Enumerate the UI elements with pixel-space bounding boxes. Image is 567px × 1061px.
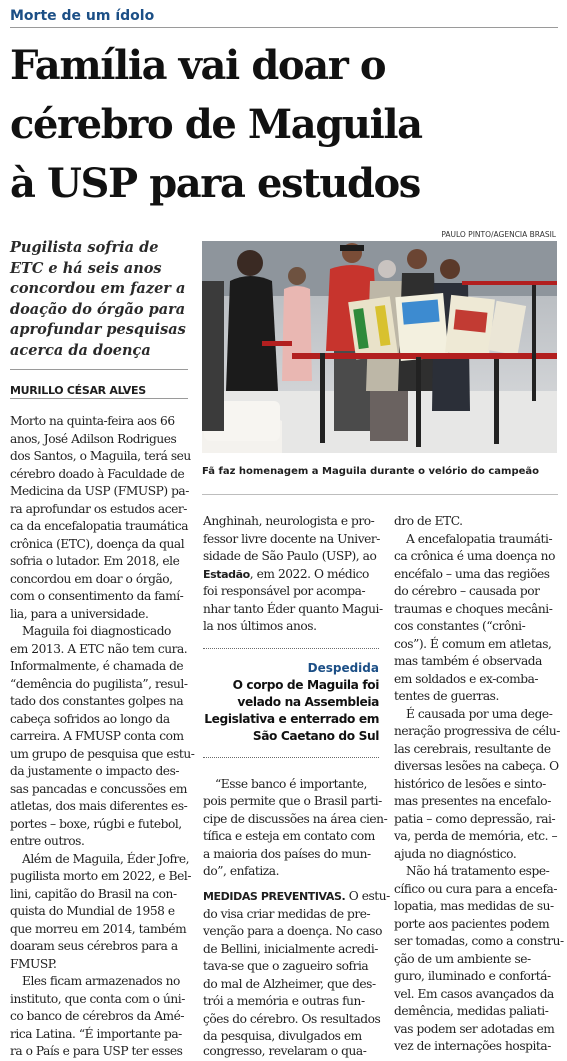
body-text-line: patia – como depressão, rai-: [394, 812, 556, 826]
body-text-line: ca da encefalopatia traumática: [10, 519, 189, 533]
body-text-line: FMUSP.: [10, 957, 57, 971]
body-text-line: cérebro doado à Faculdade de: [10, 467, 185, 481]
body-text-line: cabeça sofridos ao longo da: [10, 712, 170, 726]
sidebar-headline-line: O corpo de Maguila foi: [232, 678, 379, 692]
body-text-line: Além de Maguila, Éder Jofre,: [22, 852, 190, 866]
body-text-line: cos”). É comum em atletas,: [394, 637, 552, 651]
deck-line: aprofundar pesquisas: [10, 321, 186, 338]
sidebar-divider-bottom: [203, 757, 379, 758]
byline-divider: [10, 398, 188, 399]
body-text-line: que morreu em 2014, também: [10, 922, 187, 936]
body-text-line: portes – boxe, rúgbi e futebol,: [10, 817, 182, 831]
body-text-line: diversas lesões na cabeça. O: [394, 759, 559, 773]
body-text-line: tentes de guerras.: [394, 689, 499, 703]
body-text-line: va, perda de memória, etc. –: [394, 829, 558, 843]
body-text-line: dos Santos, o Maguila, terá seu: [10, 449, 191, 463]
photo-caption: Fã faz homenagem a Maguila durante o velório do campeão: [202, 466, 540, 477]
body-text-line: doaram seus cérebros para a: [10, 939, 178, 953]
body-text-line: [203, 888, 390, 906]
body-text-line: traumas e choques mecâni-: [394, 602, 553, 616]
body-text-line: pugilista morto em 2022, e Bel-: [10, 869, 191, 883]
body-text-line: sofria o lutador. Em 2018, ele: [10, 554, 180, 568]
body-text-line: mas presentes na encefalo-: [394, 794, 551, 808]
headline-line: Família vai doar o: [10, 42, 386, 89]
body-text-line: vas podem ser adotadas em: [394, 1022, 555, 1036]
sidebar-headline-line: São Caetano do Sul: [252, 729, 379, 743]
byline-divider-top: [10, 369, 188, 370]
body-text-line: histórico de lesões e sinto-: [394, 777, 546, 791]
headline-line: à USP para estudos: [10, 160, 420, 207]
body-text-line: em soldados e ex-comba-: [394, 672, 539, 686]
body-text-line: É causada por uma dege-: [406, 707, 553, 721]
body-text-line: pois permite que o Brasil parti-: [203, 794, 382, 808]
body-text-line: ajuda no diagnóstico.: [394, 847, 517, 861]
body-text-line: Maguila foi diagnosticado: [22, 624, 171, 638]
body-text-line: tado dos constantes golpes na: [10, 694, 184, 708]
body-text-line: ra aprofundar os estudos acer-: [10, 502, 187, 516]
body-text-line: A encefalopatia traumáti-: [406, 532, 553, 546]
sidebar-label: Despedida: [307, 661, 379, 675]
body-text-line: demência, medidas paliati-: [394, 1004, 549, 1018]
body-text-line: entre outros.: [10, 834, 85, 848]
body-text-line: lopatia, mas medidas de su-: [394, 899, 554, 913]
body-text-line: Não há tratamento espe-: [406, 864, 550, 878]
body-text-line: [203, 566, 369, 584]
deck-line: doação do órgão para: [10, 300, 186, 318]
body-text-line: com o consentimento da famí-: [10, 589, 184, 603]
body-text-fragment: , em 2022. O médico: [249, 567, 369, 581]
body-text-line: a maioria dos países do mun-: [203, 847, 371, 861]
body-text-line: instituto, que conta com o úni-: [10, 992, 185, 1006]
deck-line: acerca da doença: [10, 341, 151, 359]
body-text-line: atletas, dos mais diferentes es-: [10, 799, 188, 813]
body-text-line: foi responsável por acompa-: [203, 584, 366, 598]
body-text-line: anos, José Adilson Rodrigues: [10, 432, 177, 446]
body-text-line: co banco de cérebros da Amé-: [10, 1009, 185, 1023]
body-text-line: nhar tanto Éder quanto Magui-: [203, 602, 383, 616]
deck-line: ETC e há seis anos: [10, 259, 162, 277]
photo-credit: PAULO PINTO/AGENCIA BRASIL: [441, 230, 556, 239]
body-text-line: concordou em doar o órgão,: [10, 572, 173, 586]
body-text-line: guro, iluminado e confortá-: [394, 969, 551, 983]
body-text-line: do”, enfatiza.: [203, 864, 280, 878]
body-text-line: congresso, revelaram o qua-: [203, 1044, 367, 1058]
body-text-line: trói a memória e outras fun-: [203, 994, 365, 1008]
deck-line: Pugilista sofria de: [10, 239, 159, 256]
body-text-line: um grupo de pesquisa que estu-: [10, 747, 195, 761]
body-text-line: cipe de discussões na área cien-: [203, 812, 388, 826]
body-text-line: dro de ETC.: [394, 514, 463, 528]
body-text-line: sidade de São Paulo (USP), ao: [203, 549, 377, 563]
caption-divider: [202, 494, 558, 495]
body-text-line: vel. Em casos avançados da: [394, 987, 554, 1001]
body-text-line: ra o País e para USP ter esses: [10, 1044, 183, 1058]
photo-illustration: [202, 241, 557, 453]
body-text-line: venção para a doença. No caso: [203, 924, 382, 938]
body-text-line: carreira. A FMUSP conta com: [10, 729, 184, 743]
byline: MURILLO CÉSAR ALVES: [10, 384, 146, 397]
news-photo: [202, 241, 557, 453]
body-text-line: las cerebrais, resultante de: [394, 742, 551, 756]
body-text-line: Informalmente, é chamada de: [10, 659, 184, 673]
body-text-line: “Esse banco é importante,: [215, 777, 367, 791]
body-text-line: neração progressiva de célu-: [394, 724, 560, 738]
newspaper-name: Estadão: [203, 568, 250, 581]
body-text-line: mas também é observada: [394, 654, 542, 668]
subhead-inline: MEDIDAS PREVENTIVAS.: [203, 890, 346, 903]
body-text-line: crônica (ETC), doença da qual: [10, 537, 185, 551]
body-text-line: ca crônica é uma doença no: [394, 549, 555, 563]
body-text-line: fessor livre docente na Univer-: [203, 532, 380, 546]
body-text-line: sas pancadas e concussões em: [10, 782, 187, 796]
body-text-line: do mal de Alzheimer, que des-: [203, 977, 376, 991]
section-kicker: Morte de um ídolo: [10, 8, 155, 24]
body-text-line: da justamente o impacto des-: [10, 764, 180, 778]
body-text-line: quista do Mundial de 1958 e: [10, 904, 175, 918]
deck-line: concordou em fazer a: [10, 280, 186, 297]
body-text-line: em 2013. A ETC não tem cura.: [10, 642, 188, 656]
headline: [10, 36, 560, 213]
body-text-line: la nos últimos anos.: [203, 619, 317, 633]
body-text-line: cífico ou cura para a encefa-: [394, 882, 557, 896]
body-text-line: Eles ficam armazenados no: [22, 974, 180, 988]
article-deck: [10, 238, 188, 361]
body-text-line: encéfalo – uma das regiões: [394, 567, 550, 581]
body-text-line: Anghinah, neurologista e pro-: [203, 514, 375, 528]
body-text-line: cos constantes (“crôni-: [394, 619, 526, 633]
body-text-line: lini, capitão do Brasil na con-: [10, 887, 177, 901]
sidebar-divider-top: [203, 648, 379, 649]
body-text-line: de Bellini, inicialmente acredi-: [203, 942, 378, 956]
body-text-line: da pesquisa, divulgados em: [203, 1029, 362, 1043]
sidebar-headline-line: Legislativa e enterrado em: [204, 712, 379, 726]
body-text-line: do visa criar medidas de pre-: [203, 907, 371, 921]
sidebar-headline-line: velado na Assembleia: [237, 695, 379, 709]
kicker-divider: [10, 27, 558, 28]
body-text-line: “demência do pugilista”, resul-: [10, 677, 188, 691]
body-text-line: ser tomadas, como a constru-: [394, 934, 564, 948]
body-text-line: do cérebro – causada por: [394, 584, 540, 598]
body-text-line: vez de internações hospita-: [394, 1039, 551, 1053]
body-text-line: lia, para a universidade.: [10, 607, 149, 621]
body-text-line: rica Latina. “É importante pa-: [10, 1027, 182, 1041]
body-text-line: tífica e esteja em contato com: [203, 829, 375, 843]
body-text-line: tava-se que o zagueiro sofria: [203, 959, 369, 973]
body-text-line: Medicina da USP (FMUSP) pa-: [10, 484, 189, 498]
body-text-line: ções do cérebro. Os resultados: [203, 1012, 381, 1026]
body-text-line: porte aos pacientes podem: [394, 917, 550, 931]
body-text-line: Morto na quinta-feira aos 66: [10, 414, 175, 428]
body-text-fragment: O estu-: [345, 889, 390, 903]
body-text-line: ção de um ambiente se-: [394, 952, 531, 966]
headline-line: cérebro de Maguila: [10, 101, 422, 148]
